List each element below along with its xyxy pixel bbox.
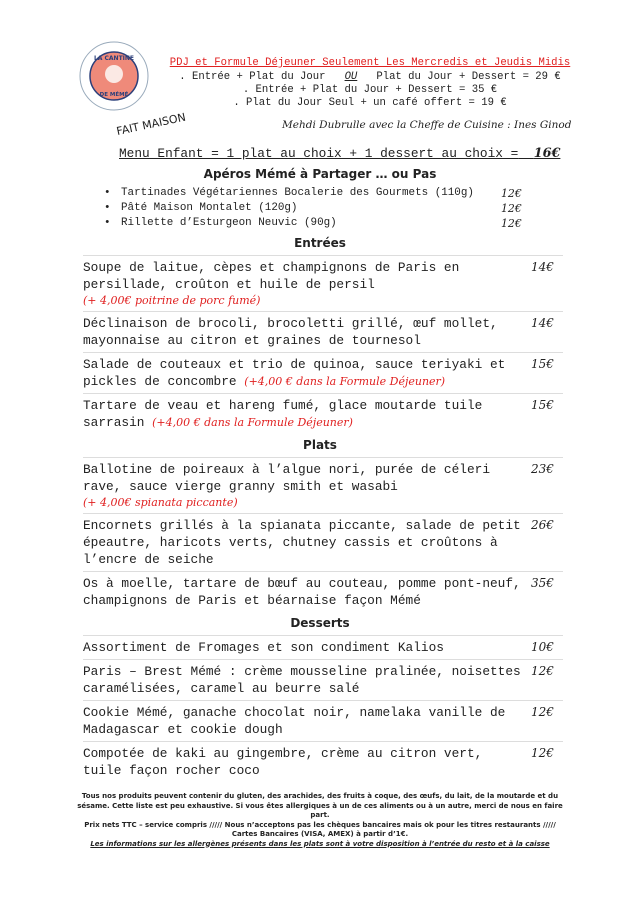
logo-icon	[78, 40, 150, 112]
item-price: 12€	[531, 705, 554, 719]
item-name: Assortiment de Fromages et son condiment Kalios	[83, 640, 444, 655]
chefs-credit: Mehdi Dubrulle avec la Cheffe de Cuisine : Ines Ginod	[282, 119, 572, 131]
logo	[78, 40, 150, 112]
allergen-info: Les informations sur les allergènes présents dans les plats sont à votre disposition à l’entrée du resto et à la caisse	[90, 839, 550, 848]
item-price: 12€	[501, 187, 522, 200]
item-price: 14€	[531, 316, 554, 330]
item-price: 14€	[531, 260, 554, 274]
item-name: Pâté Maison Montalet (120g)	[121, 202, 298, 214]
item-name: Tartare de veau et hareng fumé, glace moutarde tuile sarrasin	[83, 398, 483, 430]
entrees-heading: Entrées	[294, 236, 346, 250]
item-name: Paris – Brest Mémé : crème mousseline pralinée, noisettes caramélisées, caramel au beurre salé	[83, 664, 521, 696]
formula-line-1b: Plat du Jour + Dessert = 29 €	[376, 71, 561, 83]
plats-heading: Plats	[303, 438, 337, 452]
item-note: (+ 4,00€ spianata piccante)	[83, 496, 238, 509]
payment-notice: Prix nets TTC – service compris ///// Nous n’acceptons pas les chèques bancaires mais ok pour les titres restaurants /////	[84, 820, 556, 829]
formula-line-1a: . Entrée + Plat du Jour	[179, 71, 326, 83]
item-note: (+ 4,00€ poitrine de porc fumé)	[83, 294, 261, 307]
list-item	[104, 201, 544, 216]
svg-text:DE MÉMÉ: DE MÉMÉ	[99, 92, 129, 98]
item-price: 12€	[501, 217, 522, 230]
menu-item	[83, 700, 563, 741]
svg-text:LA CANTINE: LA CANTINE	[93, 55, 135, 62]
formula-line-1	[150, 71, 590, 84]
menu-item	[83, 513, 563, 571]
aperos-heading: Apéros Mémé à Partager … ou Pas	[203, 167, 437, 181]
menu-item	[83, 255, 563, 311]
item-price: 26€	[531, 518, 554, 532]
menu-item	[83, 457, 563, 513]
item-name: Ballotine de poireaux à l’algue nori, purée de céleri rave, sauce vierge granny smith et wasabi	[83, 462, 491, 494]
menu-item	[83, 352, 563, 393]
fait-maison-stamp: FAIT MAISON	[115, 110, 187, 138]
desserts-heading: Desserts	[290, 616, 350, 630]
item-price: 15€	[531, 357, 554, 371]
menu-item	[83, 659, 563, 700]
item-price: 12€	[531, 746, 554, 760]
item-name: Os à moelle, tartare de bœuf au couteau, pomme pont-neuf, champignons de Paris et béarnaise façon Mémé	[83, 576, 521, 608]
menu-enfant-price: 16€	[533, 146, 561, 161]
menu-enfant	[119, 146, 560, 162]
aperos-list	[104, 186, 544, 231]
footer	[70, 792, 570, 849]
item-name: Compotée de kaki au gingembre, crème au citron vert, tuile façon rocher coco	[83, 746, 483, 778]
menu-item	[83, 311, 563, 352]
item-name: Déclinaison de brocoli, brocoletti grillé, œuf mollet, mayonnaise au citron et graines de tournesol	[83, 316, 498, 348]
or-text: OU	[344, 71, 358, 83]
allergen-notice: Tous nos produits peuvent contenir du gluten, des arachides, des fruits à coque, des œufs, du lait, de la moutarde et du sésame. Cette liste est peu exhaustive. Si vous êtes allergiques à un de ces aliments ou à un autre, merci de nous en faire part.	[77, 792, 563, 819]
item-price: 23€	[531, 462, 554, 476]
item-name: Salade de couteaux et trio de quinoa, sauce teriyaki et pickles de concombre	[83, 357, 506, 389]
item-note: (+4,00 € dans la Formule Déjeuner)	[152, 416, 353, 429]
menu-item	[83, 393, 563, 434]
menu-body	[0, 163, 640, 849]
formula-line-2: . Entrée + Plat du Jour + Dessert = 35 €	[242, 84, 498, 96]
item-price: 10€	[531, 640, 554, 654]
menu-item	[83, 741, 563, 782]
item-price: 12€	[501, 202, 522, 215]
list-item	[104, 216, 544, 231]
menu-enfant-text: Menu Enfant = 1 plat au choix + 1 dessert au choix =	[119, 146, 519, 161]
item-name: Tartinades Végétariennes Bocalerie des Gourmets (110g)	[121, 187, 474, 199]
formula-title: PDJ et Formule Déjeuner Seulement Les Mercredis et Jeudis Midis	[169, 57, 571, 69]
item-name: Encornets grillés à la spianata piccante, salade de petit épeautre, haricots verts, chutney cassis et croûtons à l’encre de seiche	[83, 518, 521, 567]
menu-item	[83, 571, 563, 612]
item-price: 12€	[531, 664, 554, 678]
item-name: Rillette d’Esturgeon Neuvic (90g)	[121, 217, 337, 229]
item-name: Soupe de laitue, cèpes et champignons de Paris en persillade, croûton et huile de persil	[83, 260, 460, 292]
item-name: Cookie Mémé, ganache chocolat noir, namelaka vanille de Madagascar et cookie dough	[83, 705, 506, 737]
cards-notice: Cartes Bancaires (VISA, AMEX) à partir d’1€.	[231, 830, 409, 838]
list-item	[104, 186, 544, 201]
item-price: 15€	[531, 398, 554, 412]
menu-item	[83, 635, 563, 659]
item-price: 35€	[531, 576, 554, 590]
item-note: (+4,00 € dans la Formule Déjeuner)	[244, 375, 446, 388]
formula-line-3: . Plat du Jour Seul + un café offert = 19 €	[233, 97, 507, 109]
